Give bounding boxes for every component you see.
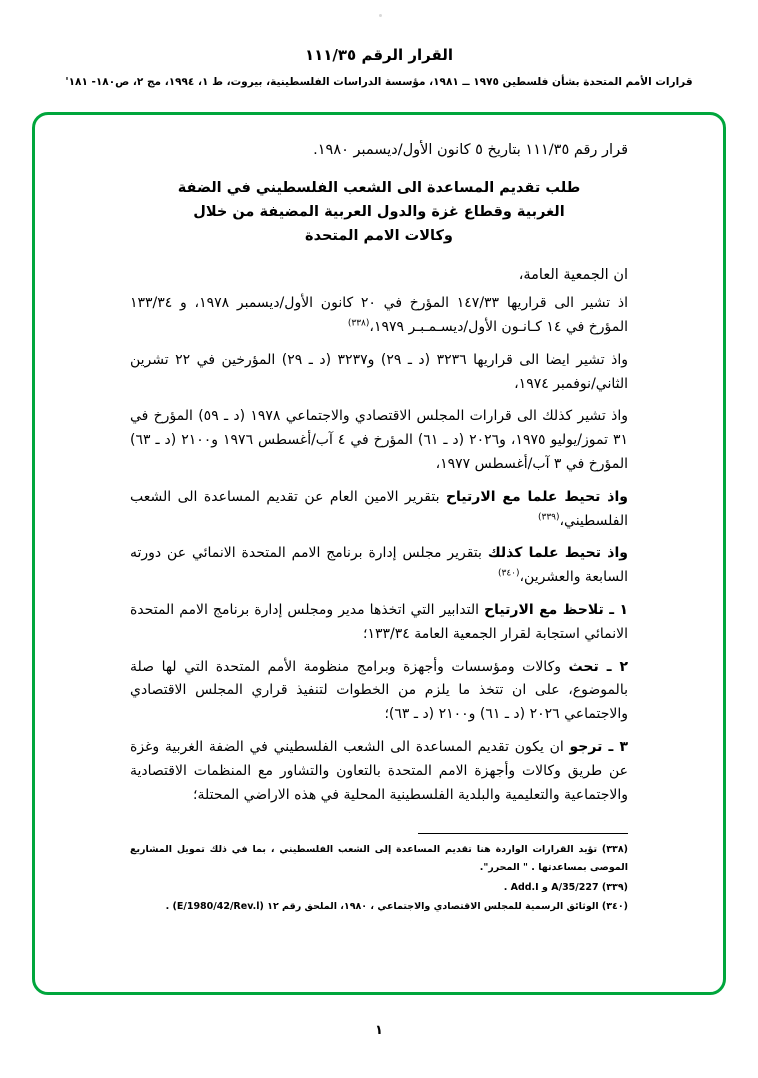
paragraph-2 bbox=[130, 349, 628, 397]
resolution-title-line-1: طلب تقديم المساعدة الى الشعب الفلسطيني في الضفة bbox=[177, 180, 581, 197]
paragraph-5-text: بتقرير مجلس إدارة برنامج الامم المتحدة الانمائي عن دورته السابعة والعشرين، bbox=[130, 545, 628, 586]
paragraph-3 bbox=[130, 405, 628, 476]
paragraph-1-note: (٣٣٨) bbox=[347, 318, 370, 329]
resolution-reference: قرار رقم ١١١/٣٥ بتاريخ ٥ كانون الأول/ديسمبر ١٩٨٠. bbox=[313, 142, 628, 158]
footnote-340: (٣٤٠) الوثائق الرسمية للمجلس الاقتصادي والاجتماعي ، ١٩٨٠، الملحق رقم ١٢ (E/1980/42/Rev.l) . bbox=[165, 901, 628, 913]
paragraph-4 bbox=[130, 486, 628, 534]
page-marker-dot bbox=[379, 14, 382, 17]
paragraph-4-lead: واذ تحيط علما مع الارتياح bbox=[445, 488, 628, 505]
paragraph-1 bbox=[130, 292, 628, 340]
paragraph-3-text: واذ تشير كذلك الى قرارات المجلس الاقتصادي والاجتماعي ١٩٧٨ (د ـ ٥٩) المؤرخ في ٣١ تموز/يوليو ١٩٧٥، و٢٠٢٦ (د ـ ٦١) المؤرخ في ٤ آب/أغسطس ١٩٧٦ و٢١٠٠ (د ـ ٦٣) المؤرخ في ٣ آب/أغسطس ١٩٧٧، bbox=[130, 408, 629, 473]
resolution-title bbox=[130, 177, 628, 249]
footnote-338: (٣٣٨) تؤيد القرارات الواردة هنا تقديم المساعدة إلى الشعب الفلسطيني ، بما في ذلك تمويل المشاريع الموصى بمساعدتها . " المحرر". bbox=[130, 844, 628, 873]
resolution-intro: ان الجمعية العامة، bbox=[518, 267, 628, 284]
paragraph-2-text: واذ تشير ايضا الى قراريها ٣٢٣٦ (د ـ ٢٩) و٣٢٣٧ (د ـ ٢٩) المؤرخين في ٢٢ تشرين الثاني/نوفمبر ١٩٧٤، bbox=[130, 351, 628, 392]
paragraph-8 bbox=[130, 736, 628, 807]
paragraph-8-text: ان يكون تقديم المساعدة الى الشعب الفلسطيني في الضفة الغربية وغزة عن طريق وكالات وأجهزة الامم المتحدة بالتعاون والتشاور مع المنظمات الاقتصادية والاجتماعية والتعليمية والبلدية الفلسطينية المحلية في هذه الاراضي المحتلة؛ bbox=[130, 738, 628, 803]
paragraph-6-lead: ١ ـ تلاحظ مع الارتياح bbox=[484, 602, 628, 618]
paragraph-5-note: (٣٤٠) bbox=[497, 568, 520, 579]
paragraph-8-lead: ٣ ـ ترجو bbox=[569, 738, 628, 755]
paragraph-5 bbox=[130, 542, 628, 590]
resolution-title-line-2: الغربية وقطاع غزة والدول العربية المضيفة من خلال bbox=[193, 204, 565, 221]
paragraph-7 bbox=[130, 656, 628, 727]
paragraph-1-text: اذ تشير الى قراريها ١٤٧/٣٣ المؤرخ في ٢٠ كانون الأول/ديسمبر ١٩٧٨، و ١٣٣/٣٤ المؤرخ في ١٤ كـانـون الأول/ديسـمـبـر ١٩٧٩، bbox=[130, 295, 628, 336]
footnotes bbox=[130, 841, 628, 915]
footnote-separator bbox=[418, 833, 628, 834]
page-title: القرار الرقم ١١١/٣٥ bbox=[304, 46, 454, 64]
paragraph-6 bbox=[130, 599, 628, 647]
paragraph-7-lead: ٢ ـ تحث bbox=[568, 658, 628, 675]
paragraph-7-text: وكالات ومؤسسات وأجهزة وبرامج منظومة الأمم المتحدة التي لها صلة بالموضوع، على ان تتخذ ما يلزم من الخطوات لتنفيذ قراري المجلس الاقتصادي والاجتماعي ٢٠٢٦ (د ـ ٦١) و٢١٠٠ (د ـ ٦٣)؛ bbox=[130, 658, 628, 723]
content-body bbox=[130, 125, 628, 982]
page-number: ١ bbox=[375, 1023, 383, 1038]
paragraph-4-note: (٣٣٩) bbox=[537, 511, 560, 522]
paragraph-6-text: التدابير التي اتخذها مدير ومجلس إدارة برنامج الامم المتحدة الانمائي استجابة لقرار الجمعية العامة ١٣٣/٣٤؛ bbox=[130, 602, 628, 642]
content-frame bbox=[32, 112, 726, 995]
source-citation: قرارات الأمم المتحدة بشأن فلسطين ١٩٧٥ ــ ١٩٨١، مؤسسة الدراسات الفلسطينية، بيروت، ط ١، ١٩٩٤، مج ٢، ص١٨٠- ١٨١' bbox=[65, 75, 693, 88]
paragraph-5-lead: واذ تحيط علما كذلك bbox=[487, 545, 628, 562]
paragraph-4-text: بتقرير الامين العام عن تقديم المساعدة الى الشعب الفلسطيني، bbox=[130, 488, 628, 529]
footnote-339: (٣٣٩) A/35/227 و Add.I . bbox=[503, 881, 628, 893]
resolution-title-line-3: وكالات الامم المتحدة bbox=[305, 228, 453, 245]
